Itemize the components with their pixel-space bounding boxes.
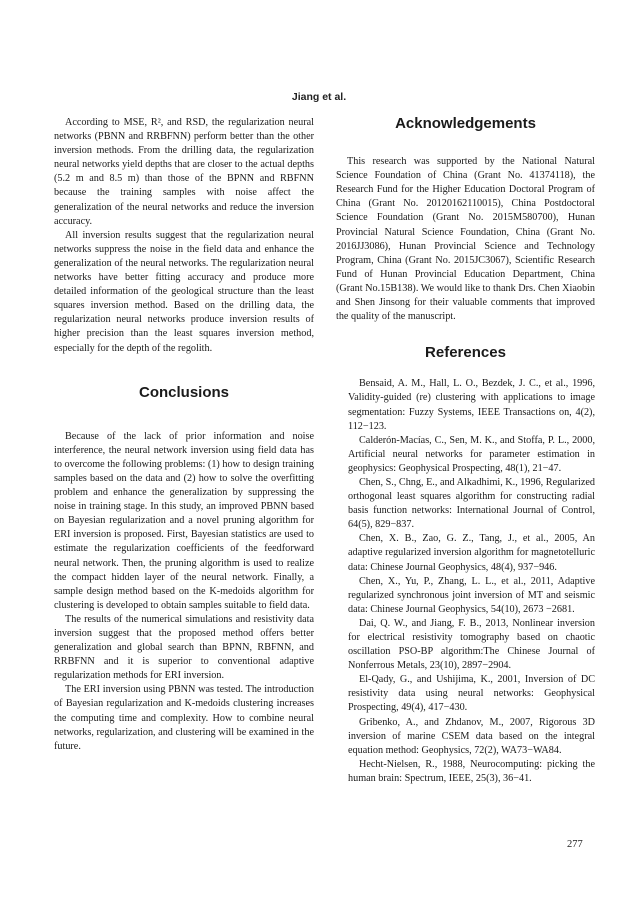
conclusions-heading: Conclusions bbox=[138, 383, 229, 401]
reference-item: Chen, S., Chng, E., and Alkadhimi, K., 1996, Regularized orthogonal least squares algorithm for constructing radial basis function networks: International Journal of Control, 64(5), 829−837. bbox=[348, 476, 595, 531]
references-heading: References bbox=[425, 344, 506, 362]
left-column bbox=[54, 116, 314, 754]
reference-item: Gribenko, A., and Zhdanov, M., 2007, Rigorous 3D inversion of marine CSEM data based on the integral equation method: Geophysics, 72(2), WA73−WA84. bbox=[348, 716, 595, 756]
body-paragraph: According to MSE, R², and RSD, the regularization neural networks (PBNN and RRBFNN) perform better than the other inversion methods. From the drilling data, the regularization neural networks yield depths that are closer to the actual depths (5.2 m and 8.5 m) than those of the BPNN and RBFNN because the training samples with noise affect the generalization of the neural networks and reduce the inversion accuracy. bbox=[54, 117, 314, 227]
reference-item: Dai, Q. W., and Jiang, F. B., 2013, Nonlinear inversion for electrical resistivity tomography based on chaotic oscillation PSO-BP algorithm:The Chinese Journal of Nonferrous Metals, 23(10), 2897−2904. bbox=[348, 617, 595, 672]
reference-item: Hecht-Nielsen, R., 1988, Neurocomputing: picking the human brain: Spectrum, IEEE, 25(3), 36−41. bbox=[348, 758, 595, 784]
conclusions-paragraph: The results of the numerical simulations and resistivity data inversion suggest that the proposed method offers better generalization and global search than BPNN, RBFNN, and RRBFNN and it is superior to conventional adaptive regularization methods for ERI inversion. bbox=[54, 613, 314, 682]
reference-item: Calderón-Macías, C., Sen, M. K., and Stoffa, P. L., 2000, Artificial neural networks for parameter estimation in geophysics: Geophysical Prospecting, 48(1), 21−47. bbox=[348, 434, 595, 474]
reference-item: Chen, X., Yu, P., Zhang, L. L., et al., 2011, Adaptive regularized synchronous joint inversion of MT and seismic data: Chinese Journal Geophysics, 54(10), 2673 −2681. bbox=[348, 575, 595, 615]
running-header: Jiang et al. bbox=[291, 91, 347, 103]
conclusions-paragraph: Because of the lack of prior information and noise interference, the neural network inversion using field data has to overcome the following problems: (1) how to design training samples based on the data and (2) how to solve the overfitting problem and enhance the generalization by suppressing the noise in training stage. In this study, an improved PBNN based on Bayesian regularization and a novel pruning algorithm for ERI inversion is proposed. First, Bayesian statistics are used to estimate the regularization coefficients of the feedforward neural network. Then, the pruning algorithm is used to realize the compact hidden layer of the neural network. Finally, a sample design method based on the K-medoids algorithm for clustering is developed to obtain samples suitable to field data. bbox=[54, 430, 314, 611]
page-number: 277 bbox=[567, 839, 583, 850]
right-column bbox=[336, 116, 595, 786]
acknowledgements-heading: Acknowledgements bbox=[395, 115, 536, 132]
reference-item: Bensaid, A. M., Hall, L. O., Bezdek, J. C., et al., 1996, Validity-guided (re) clustering with applications to image segmentation: Fuzzy Systems, IEEE Transactions on, 4(2), 112−123. bbox=[348, 378, 595, 432]
conclusions-paragraph: The ERI inversion using PBNN was tested. The introduction of Bayesian regularization and K-medoids clustering increases the computing time and complexity. How to combine neural networks, regularization, and clustering will be examined in the future. bbox=[54, 684, 314, 752]
reference-item: El-Qady, G., and Ushijima, K., 2001, Inversion of DC resistivity data using neural networks: Geophysical Prospecting, 49(4), 417−430. bbox=[348, 674, 595, 714]
body-paragraph: All inversion results suggest that the regularization neural networks suppress the noise in the field data and enhance the generalization of the neural networks. The regularization neural networks have better fitting accuracy and produce more detailed information of the geological structure than the least squares inversion method. Based on the drilling data, the regularization neural networks produce inversion results of higher precision than the least squares inversion method, especially for the depth of the regolith. bbox=[54, 229, 314, 354]
acknowledgements-paragraph: This research was supported by the National Natural Science Foundation of China (Grant No. 41374118), the Research Fund for the Higher Education Doctoral Program of China (Grant No. 20120162110015), China Postdoctoral Science Foundation (Grant No. 2015M580700), Hunan Provincial Natural Science Foundation, China (Grant No. 2016JJ3086), Hunan Provincial Science and Technology Program, China (Grant No. 2015JC3067), Scientific Research Fund of Hunan Provincial Education Department, China (Grant No.15B138). We would like to thank Drs. Chen Xiaobin and Shen Jinsong for their valuable comments that improved the quality of the manuscript. bbox=[336, 156, 595, 323]
reference-item: Chen, X. B., Zao, G. Z., Tang, J., et al., 2005, An adaptive regularized inversion algorithm for magnetotelluric data: Chinese Journal Geophysics, 48(4), 937−946. bbox=[348, 533, 595, 573]
